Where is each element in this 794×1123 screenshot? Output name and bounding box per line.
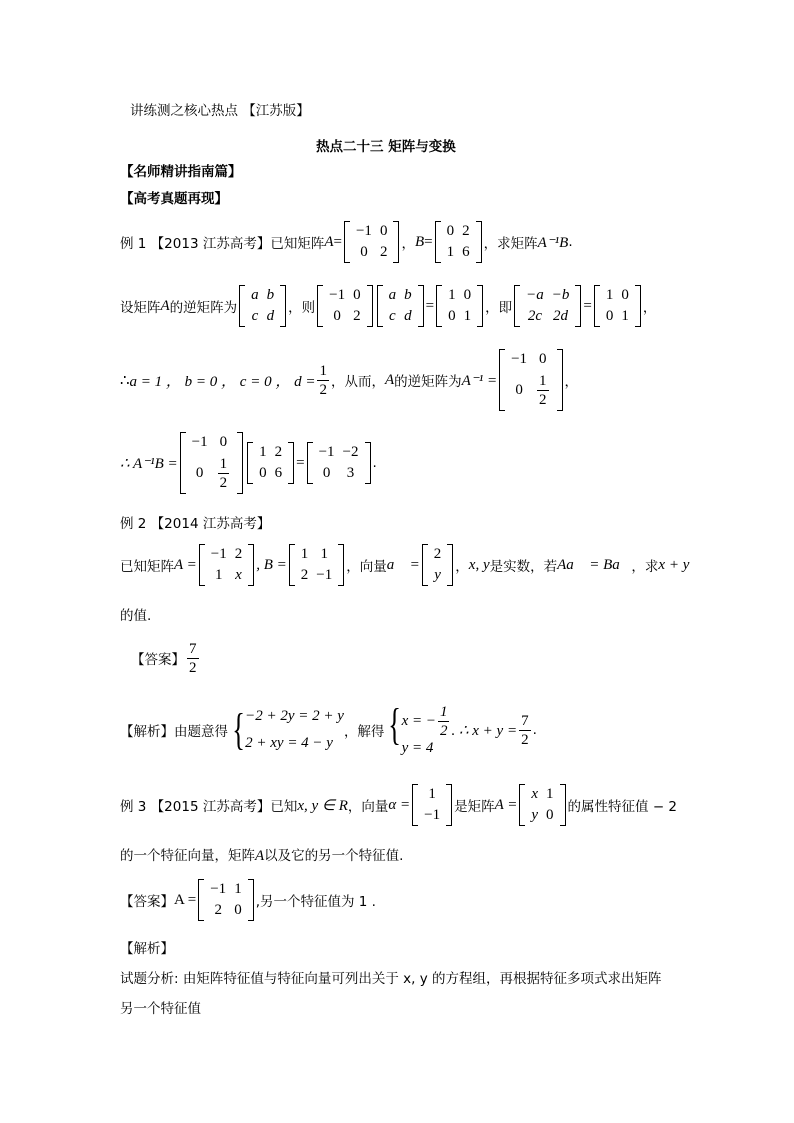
text: a⃗ = (386, 556, 420, 573)
text: ，向量 (347, 799, 389, 815)
text: x, y (468, 556, 490, 573)
cell: 0 (234, 902, 242, 918)
numerator: 1 (319, 362, 327, 379)
cell: d (404, 308, 412, 324)
fraction (438, 703, 450, 740)
cell: 2 (274, 444, 283, 460)
cell: 0 (360, 244, 368, 260)
cell: 0 (195, 465, 204, 481)
section-real-exam: 【高考真题再现】 (120, 191, 228, 207)
text: 的逆矩阵为 (394, 374, 462, 390)
matrix-inverse (239, 285, 286, 327)
text: , B = (256, 556, 287, 573)
cell: 0 (621, 287, 629, 303)
cell: 6 (462, 244, 470, 260)
matrix-result (307, 442, 371, 484)
ex1-step1 (120, 276, 700, 336)
analysis-label: 【解析】由题意得 (120, 724, 228, 740)
comma: ， (401, 236, 415, 252)
cell: 2 (234, 546, 243, 562)
cell: 1 (215, 567, 223, 583)
ex1-target: A⁻¹B (537, 234, 569, 251)
ex1-values: a = 1 ， b = 0 ， c = 0 ， d = (129, 373, 316, 390)
cell: 2c (527, 308, 542, 324)
ex2-question (120, 535, 700, 595)
ex2-label: 例 2 【2014 江苏高考】 (120, 516, 271, 532)
cell: 1 (234, 881, 242, 897)
cell: 0 (379, 223, 388, 239)
cell: 0 (546, 807, 554, 823)
fraction-half (218, 455, 230, 492)
cell: −a (526, 287, 544, 303)
cell: y (434, 567, 441, 583)
answer-label: 【答案】 (131, 652, 185, 668)
denominator: 2 (439, 723, 448, 739)
cell: −1 (355, 223, 372, 239)
text: 以及它的另一个特征值. (264, 848, 404, 864)
ex2-answer (131, 633, 711, 683)
text: A = (494, 796, 518, 813)
matrix-A (344, 221, 399, 263)
numerator: 1 (219, 456, 228, 472)
cell: 1 (320, 546, 329, 562)
cell: c (389, 308, 396, 324)
matrix-inverse-repeat (377, 285, 424, 327)
equation: −2 + 2y = 2 + y (245, 708, 344, 724)
cell: c (251, 308, 259, 324)
ex3-answer-matrix (198, 879, 253, 921)
text: 的属性特征值 − 2 (567, 799, 678, 815)
equals-sign: = (583, 297, 592, 314)
cell: −1 (318, 444, 335, 460)
text: A (384, 371, 395, 388)
equals-sign: = (296, 454, 305, 471)
denominator: 2 (539, 392, 547, 408)
ex1-step3 (120, 428, 700, 498)
text: x + y (658, 556, 690, 573)
cell: 1 (428, 786, 436, 802)
matrix-B (435, 221, 482, 263)
ex1-ask: ，求矩阵 (483, 236, 538, 252)
cell: 0 (322, 465, 331, 481)
solution-y: y = 4 (401, 740, 434, 756)
numerator: 7 (521, 712, 529, 729)
ex2-matrix-A (199, 544, 254, 586)
answer-label: 【答案】 (120, 894, 174, 910)
ex1-product-lhs: ∴ A⁻¹B = (120, 455, 178, 472)
cell: 2 (379, 244, 388, 260)
section-guide: 【名师精讲指南篇】 (120, 164, 242, 180)
fraction-half (537, 372, 549, 409)
final-fraction (519, 712, 531, 749)
cell: 0 (259, 465, 267, 481)
equation: 2 + xy = 4 − y (245, 735, 333, 751)
cell: 2d (553, 308, 569, 324)
text: ，解得 (343, 724, 385, 740)
answer-fraction (187, 640, 199, 677)
cell: b (404, 287, 412, 303)
page-title: 热点二十三 矩阵与变换 (316, 139, 456, 155)
cell: 1 (446, 244, 455, 260)
text: ， (455, 559, 469, 575)
cell: −b (551, 287, 570, 303)
period: . (532, 722, 537, 738)
cell: −1 (511, 351, 528, 367)
text: ,另一个特征值为 1 . (255, 894, 376, 910)
text: ，则 (288, 300, 316, 316)
cell: −1 (210, 546, 227, 562)
therefore-symbol: ∴ (120, 372, 130, 389)
cell: 1 (546, 786, 554, 802)
cell: 2 (433, 546, 442, 562)
numerator: 7 (189, 640, 197, 657)
A-inverse-label: A⁻¹ = (461, 372, 498, 389)
cell: 2 (462, 223, 470, 239)
text: ，即 (485, 300, 513, 316)
ex3-analysis-line2: 另一个特征值 (120, 1001, 201, 1017)
cell: 2 (214, 902, 222, 918)
cell: 6 (274, 465, 283, 481)
text: x = − (401, 712, 436, 729)
cell: 0 (515, 382, 523, 398)
ex2-vector-a (422, 544, 454, 586)
equals-sign: = (333, 233, 342, 250)
ex1-A: A (324, 233, 334, 250)
text: 是矩阵 (454, 799, 495, 815)
cell: 0 (446, 223, 455, 239)
cell: a (388, 287, 397, 303)
cell: 0 (353, 287, 361, 303)
equation-system: { −2 + 2y = 2 + y 2 + xy = 4 − y (232, 705, 344, 754)
cell: 0 (219, 434, 228, 450)
cell: 1 (259, 444, 267, 460)
cell: −1 (329, 287, 346, 303)
cell: d (266, 308, 275, 324)
equals-sign: = (424, 233, 433, 250)
comma: ， (564, 374, 579, 390)
period: . (372, 455, 377, 471)
cell: −1 (316, 567, 333, 583)
matrix-A-inverse-2 (180, 432, 243, 494)
matrix-lhs (514, 285, 581, 327)
cell: 1 (621, 308, 629, 324)
comma: ， (642, 300, 657, 316)
cell: x (235, 567, 242, 583)
denominator: 2 (219, 475, 228, 491)
cell: −2 (342, 444, 359, 460)
cell: y (531, 807, 539, 823)
text: 设矩阵 (120, 300, 161, 316)
cell: 1 (300, 546, 309, 562)
doc-source: 讲练测之核心热点 【江苏版】 (130, 103, 310, 119)
text: 是实数，若 (489, 559, 558, 575)
cell: 0 (463, 287, 472, 303)
denominator: 2 (319, 381, 327, 398)
text: x, y ∈ R (297, 797, 348, 814)
ex1-B: B (414, 233, 425, 250)
text: 的一个特征向量，矩阵 (120, 848, 255, 864)
numerator: 1 (539, 373, 547, 389)
cell: 1 (448, 287, 456, 303)
text: ，向量 (346, 559, 387, 575)
ex3-analysis-line1: 试题分析: 由矩阵特征值与特征向量可列出关于 x, y 的方程组，再根据特征多项式求出矩阵 (120, 971, 662, 987)
matrix-identity (436, 285, 483, 327)
cell: −1 (210, 881, 227, 897)
text: A = (174, 556, 197, 573)
cell: 1 (605, 287, 614, 303)
text: A = (174, 891, 197, 908)
cell: 2 (300, 567, 309, 583)
cell: 0 (333, 308, 341, 324)
cell: 0 (605, 308, 614, 324)
ex3-matrix-A (519, 784, 565, 826)
ex3-question-line2 (120, 844, 403, 865)
text: Aa⃗ = Ba⃗ (557, 556, 632, 573)
ex1-step2 (120, 345, 700, 415)
cell: 0 (448, 308, 456, 324)
cell: −1 (191, 434, 208, 450)
text: . ∴ x + y = (451, 722, 518, 739)
ex3-label: 例 3 【2015 江苏高考】已知 (120, 799, 298, 815)
solution-system: { x = − $\frac{1}{2}$ y = 4 (384, 703, 451, 757)
text: A (160, 297, 170, 314)
cell: a (251, 287, 259, 303)
cell: 3 (346, 465, 355, 481)
period: . (568, 234, 573, 250)
ex3-answer (120, 872, 700, 928)
ex3-analysis-label: 【解析】 (120, 941, 174, 957)
cell: b (266, 287, 275, 303)
cell: x (531, 786, 539, 802)
cell: 2 (353, 308, 361, 324)
matrix-A-repeat (317, 285, 372, 327)
numerator: 1 (439, 704, 448, 720)
cell: 1 (463, 308, 472, 324)
text: 已知矩阵 (120, 559, 174, 575)
ex1-question (120, 212, 700, 272)
text: ，求 (631, 559, 659, 575)
ex1-label: 例 1 【2013 江苏高考】已知矩阵 (120, 236, 325, 252)
ex3-vector-alpha (412, 784, 452, 826)
matrix-identity-2 (594, 285, 641, 327)
solution-x (402, 703, 452, 740)
ex2-matrix-B (289, 544, 344, 586)
ex3-question (120, 775, 700, 835)
matrix-B-2 (247, 442, 294, 484)
text: α = (388, 796, 411, 813)
cell: 0 (539, 351, 547, 367)
cell: −1 (424, 807, 441, 823)
ex2-question-end: 的值. (120, 608, 152, 624)
equals-sign: = (425, 297, 435, 314)
ex2-analysis (120, 700, 700, 760)
text: A (255, 848, 265, 864)
text: 的逆矩阵为 (169, 300, 238, 316)
fraction-half (317, 362, 329, 399)
matrix-A-inverse (499, 349, 562, 411)
denominator: 2 (521, 731, 529, 748)
text: ，从而， (330, 374, 385, 390)
denominator: 2 (189, 659, 197, 676)
